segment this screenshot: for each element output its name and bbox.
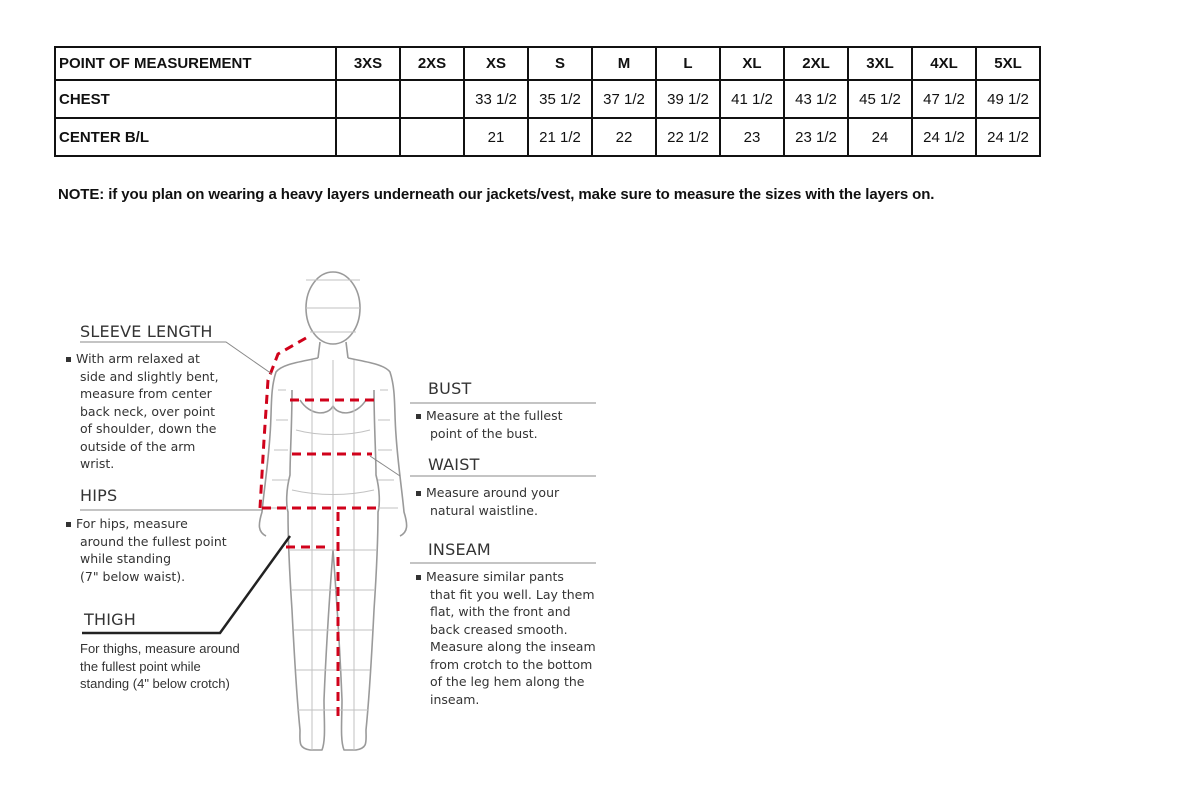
waist-text: Measure around your natural waistline. <box>416 484 559 519</box>
table-cell <box>336 80 400 118</box>
table-cell: 24 1/2 <box>976 118 1040 156</box>
bust-title: BUST <box>428 379 472 398</box>
table-cell: 49 1/2 <box>976 80 1040 118</box>
inseam-title: INSEAM <box>428 540 491 559</box>
row-label: CENTER B/L <box>55 118 336 156</box>
table-cell: 37 1/2 <box>592 80 656 118</box>
waist-leader <box>370 456 596 476</box>
table-cell <box>400 118 464 156</box>
sleeve-length-line <box>260 338 306 508</box>
table-cell: 23 <box>720 118 784 156</box>
bullet-icon <box>416 491 421 496</box>
table-cell <box>400 80 464 118</box>
sleeve-length-text: With arm relaxed at side and slightly bent, measure from center back neck, over point of shoulder, down the outside of the arm wrist. <box>66 350 219 473</box>
hips-text: For hips, measure around the fullest point while standing (7" below waist). <box>66 515 227 585</box>
header-size: 3XS <box>336 47 400 80</box>
table-cell: 24 <box>848 118 912 156</box>
table-cell: 41 1/2 <box>720 80 784 118</box>
table-header-row <box>55 47 1040 80</box>
table-cell: 24 1/2 <box>912 118 976 156</box>
header-size: 2XS <box>400 47 464 80</box>
header-size: 3XL <box>848 47 912 80</box>
thigh-title: THIGH <box>84 610 136 629</box>
table-cell: 47 1/2 <box>912 80 976 118</box>
table-cell: 39 1/2 <box>656 80 720 118</box>
bullet-icon <box>416 575 421 580</box>
thigh-text: For thighs, measure around the fullest point while standing (4" below crotch) <box>80 641 240 691</box>
table-cell: 23 1/2 <box>784 118 848 156</box>
bullet-icon <box>66 522 71 527</box>
table-row-chest <box>55 80 1040 118</box>
measurement-lines <box>260 338 380 720</box>
table-cell: 45 1/2 <box>848 80 912 118</box>
layering-note: NOTE: if you plan on wearing a heavy layers underneath our jackets/vest, make sure to measure the sizes with the layers on. <box>58 186 935 203</box>
table-cell: 22 1/2 <box>656 118 720 156</box>
table-cell: 22 <box>592 118 656 156</box>
sleeve-length-title: SLEEVE LENGTH <box>80 322 213 341</box>
table-cell: 33 1/2 <box>464 80 528 118</box>
table-cell <box>336 118 400 156</box>
bullet-icon <box>66 357 71 362</box>
table-cell: 35 1/2 <box>528 80 592 118</box>
header-point-of-measurement: POINT OF MEASUREMENT <box>55 47 336 80</box>
inseam-text: Measure similar pants that fit you well. Lay them flat, with the front and back creased smooth. Measure along the inseam from crotch to the bottom of the leg hem along the inseam. <box>416 568 596 708</box>
size-chart-table <box>54 46 1041 157</box>
waist-title: WAIST <box>428 455 480 474</box>
header-size: 5XL <box>976 47 1040 80</box>
header-size: L <box>656 47 720 80</box>
header-size: M <box>592 47 656 80</box>
header-size: 2XL <box>784 47 848 80</box>
table-cell: 21 <box>464 118 528 156</box>
bust-text: Measure at the fullest point of the bust. <box>416 407 563 442</box>
header-size: S <box>528 47 592 80</box>
table-cell: 43 1/2 <box>784 80 848 118</box>
bullet-icon <box>416 414 421 419</box>
row-label: CHEST <box>55 80 336 118</box>
header-size: XS <box>464 47 528 80</box>
table-row-center-bl <box>55 118 1040 156</box>
header-size: 4XL <box>912 47 976 80</box>
hips-title: HIPS <box>80 486 118 505</box>
measurement-guide <box>0 250 700 797</box>
table-cell: 21 1/2 <box>528 118 592 156</box>
header-size: XL <box>720 47 784 80</box>
